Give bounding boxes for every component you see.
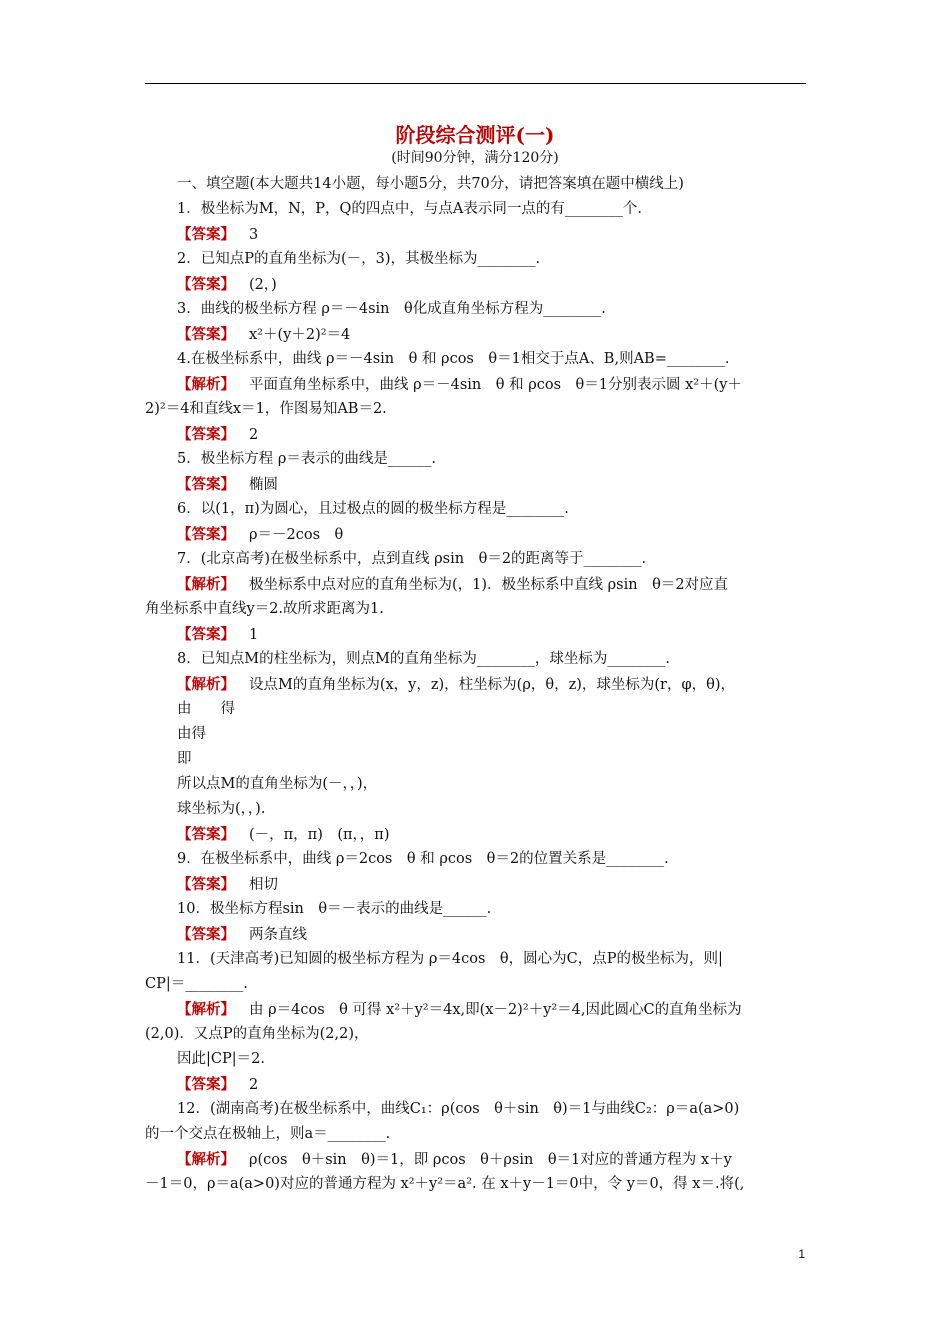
answer-text: 2	[249, 427, 259, 443]
question-text: 2．已知点P的直角坐标为(－，3)，其极坐标为________.	[177, 251, 541, 267]
analysis-continuation: 2)²＝4和直线x＝1，作图易知AB＝2.	[145, 401, 387, 417]
analysis-continuation: 因此|CP|＝2.	[177, 1051, 265, 1067]
answer-text: 2	[249, 1077, 259, 1093]
answer-line	[145, 822, 808, 847]
answer-line	[145, 472, 808, 497]
question-text: 6．以(1，π)为圆心，且过极点的圆的极坐标方程是________.	[177, 501, 569, 517]
analysis-continuation: 由得	[177, 726, 206, 742]
analysis-line	[145, 997, 808, 1022]
analysis-line	[145, 672, 808, 697]
analysis-tag: 【解析】	[177, 1151, 235, 1168]
question-text: 9．在极坐标系中，曲线 ρ＝2cos θ 和 ρcos θ＝2的位置关系是________.	[177, 851, 669, 867]
page-title: 阶段综合测评(一)	[395, 123, 555, 147]
answer-tag: 【答案】	[177, 326, 235, 343]
analysis-text: 由 ρ＝4cos θ 可得 x²＋y²＝4x,即(x－2)²＋y²＝4,因此圆心C的直角坐标为	[249, 1002, 742, 1018]
question-text: 5．极坐标方程 ρ＝表示的曲线是______.	[177, 451, 436, 467]
question-text: 8．已知点M的柱坐标为，则点M的直角坐标为________，球坐标为________.	[177, 651, 671, 667]
analysis-tag: 【解析】	[177, 376, 235, 393]
question-continuation: 的一个交点在极轴上，则a＝________.	[145, 1126, 391, 1142]
answer-tag: 【答案】	[177, 926, 235, 943]
question-text: 12．(湖南高考)在极坐标系中，曲线C₁：ρ(cos θ＋sin θ)＝1与曲线C₂：ρ＝a(a>0)	[177, 1101, 740, 1117]
analysis-line	[145, 372, 808, 397]
answer-tag: 【答案】	[177, 476, 235, 493]
answer-line	[145, 922, 808, 947]
answer-text: ρ＝－2cos θ	[249, 527, 344, 543]
question-text: 11．(天津高考)已知圆的极坐标方程为 ρ＝4cos θ，圆心为C，点P的极坐标为，则|	[177, 951, 723, 967]
question-text: 4.在极坐标系中，曲线 ρ＝－4sin θ 和 ρcos θ＝1相交于点A、B,则AB=________.	[177, 351, 730, 367]
answer-text: 相切	[249, 877, 278, 893]
analysis-continuation: 所以点M的直角坐标为(－，，)，	[177, 776, 378, 792]
question-text: 7．(北京高考)在极坐标系中，点到直线 ρsin θ＝2的距离等于________.	[177, 551, 647, 567]
analysis-tag: 【解析】	[177, 676, 235, 693]
analysis-text: ρ(cos θ＋sin θ)＝1，即 ρcos θ＋ρsin θ＝1对应的普通方程为 x＋y	[249, 1152, 732, 1168]
answer-line	[145, 222, 808, 247]
answer-text: (2，)	[249, 277, 277, 293]
answer-line	[145, 422, 808, 447]
header-rule	[145, 83, 806, 84]
analysis-continuation: (2,0)．又点P的直角坐标为(2,2)，	[145, 1026, 369, 1042]
answer-tag: 【答案】	[177, 876, 235, 893]
answer-line	[145, 1072, 808, 1097]
section-heading: 一、填空题(本大题共14小题，每小题5分，共70分，请把答案填在题中横线上)	[177, 176, 684, 192]
analysis-continuation: 即	[177, 751, 192, 767]
answer-line	[145, 322, 808, 347]
analysis-tag: 【解析】	[177, 1001, 235, 1018]
page-subtitle: (时间90分钟，满分120分)	[391, 150, 559, 166]
question-text: 10．极坐标方程sin θ＝－表示的曲线是______.	[177, 901, 492, 917]
question-text: 3．曲线的极坐标方程 ρ＝－4sin θ化成直角坐标方程为________.	[177, 301, 606, 317]
answer-tag: 【答案】	[177, 276, 235, 293]
analysis-text: 设点M的直角坐标为(x，y，z)，柱坐标为(ρ，θ，z)，球坐标为(r，φ，θ)，	[249, 677, 736, 693]
answer-tag: 【答案】	[177, 226, 235, 243]
question-continuation: CP|＝________.	[145, 976, 248, 992]
document-body	[145, 172, 808, 1197]
answer-tag: 【答案】	[177, 626, 235, 643]
analysis-line	[145, 1147, 808, 1172]
analysis-continuation: 角坐标系中直线y＝2.故所求距离为1.	[145, 601, 384, 617]
question-text: 1．极坐标为M，N，P，Q的四点中，与点A表示同一点的有________个.	[177, 201, 642, 217]
page-number: 1	[798, 1247, 805, 1261]
answer-line	[145, 872, 808, 897]
answer-text: 3	[249, 227, 259, 243]
analysis-continuation: －1＝0，ρ＝a(a>0)对应的普通方程为 x²＋y²＝a². 在 x＋y－1＝0中，令 y＝0，得 x＝.将(,	[145, 1176, 745, 1192]
answer-text: 两条直线	[249, 927, 307, 943]
answer-text: 椭圆	[249, 477, 278, 493]
analysis-line	[145, 572, 808, 597]
answer-text: 1	[249, 627, 259, 643]
analysis-continuation: 由 得	[177, 701, 235, 717]
analysis-continuation: 球坐标为(，，).	[177, 801, 266, 817]
answer-line	[145, 272, 808, 297]
analysis-text: 平面直角坐标系中，曲线 ρ＝－4sin θ 和 ρcos θ＝1分别表示圆 x²＋(y＋	[249, 377, 742, 393]
answer-text: x²＋(y＋2)²＝4	[249, 327, 351, 343]
analysis-tag: 【解析】	[177, 576, 235, 593]
answer-tag: 【答案】	[177, 426, 235, 443]
answer-line	[145, 522, 808, 547]
answer-tag: 【答案】	[177, 1076, 235, 1093]
analysis-text: 极坐标系中点对应的直角坐标为(，1)．极坐标系中直线 ρsin θ＝2对应直	[249, 577, 729, 593]
answer-tag: 【答案】	[177, 826, 235, 843]
answer-text: (－，π，π) (π，，π)	[249, 827, 390, 843]
answer-tag: 【答案】	[177, 526, 235, 543]
answer-line	[145, 622, 808, 647]
